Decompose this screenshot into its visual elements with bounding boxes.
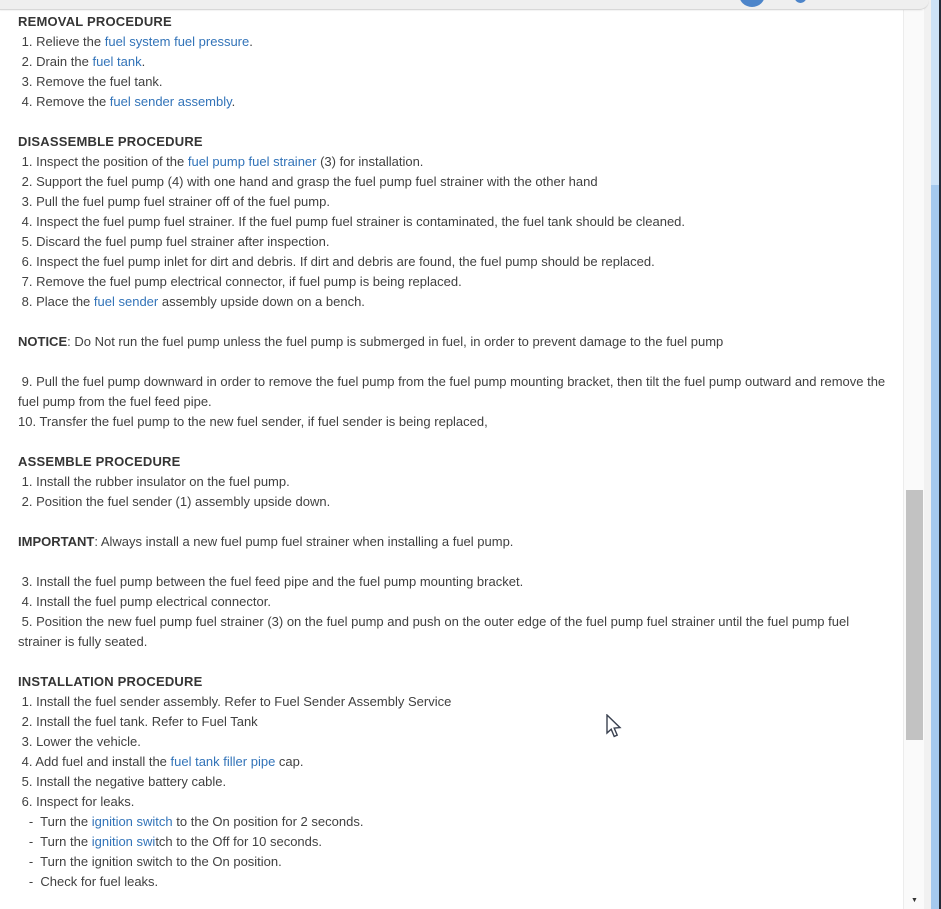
- text-run: 3. Pull the fuel pump fuel strainer off of the fuel pump.: [18, 194, 330, 209]
- text-run: 2. Position the fuel sender (1) assembly upside down.: [18, 494, 331, 509]
- text-run: .: [231, 94, 236, 109]
- procedure-line: [18, 852, 888, 872]
- text-run: .: [141, 54, 146, 69]
- text-run: 8. Place the: [18, 294, 94, 309]
- section-heading: [18, 132, 888, 152]
- text-run: cap.: [275, 754, 304, 769]
- procedure-line: [18, 832, 888, 852]
- procedure-line: [18, 32, 888, 52]
- procedure-content: [0, 12, 903, 892]
- text-run: tch to the Off for 10 seconds.: [155, 834, 323, 849]
- procedure-link[interactable]: fuel pump fuel strainer: [187, 154, 317, 169]
- procedure-line: [18, 172, 888, 192]
- text-run: INSTALLATION PROCEDURE: [18, 674, 203, 689]
- section-heading: [18, 452, 888, 472]
- text-run: 3. Install the fuel pump between the fuel feed pipe and the fuel pump mounting bracket.: [18, 574, 524, 589]
- text-run: - Turn the: [18, 814, 92, 829]
- spacer: [18, 652, 888, 672]
- text-run: (3) for installation.: [316, 154, 424, 169]
- text-run: 2. Drain the: [18, 54, 93, 69]
- procedure-link[interactable]: fuel sender: [93, 294, 159, 309]
- text-run: 1. Install the rubber insulator on the fuel pump.: [18, 474, 290, 489]
- scrollbar-down-arrow-icon[interactable]: ▼: [911, 896, 918, 904]
- procedure-line: [18, 52, 888, 72]
- procedure-link[interactable]: ignition swi: [91, 834, 156, 849]
- text-run: 5. Install the negative battery cable.: [18, 774, 227, 789]
- procedure-line: [18, 732, 888, 752]
- text-run: 2. Install the fuel tank. Refer to Fuel Tank: [18, 714, 258, 729]
- procedure-line: [18, 232, 888, 252]
- text-run: .: [249, 34, 253, 49]
- text-run: to the On position for 2 seconds.: [172, 814, 364, 829]
- spacer: [18, 352, 888, 372]
- procedure-line: [18, 772, 888, 792]
- procedure-line: [18, 572, 888, 592]
- procedure-line: [18, 712, 888, 732]
- text-run: - Turn the ignition switch to the On position.: [18, 854, 282, 869]
- text-run: 3. Remove the fuel tank.: [18, 74, 163, 89]
- procedure-line: [18, 412, 888, 432]
- text-run: : Always install a new fuel pump fuel strainer when installing a fuel pump.: [94, 534, 514, 549]
- text-run: 6. Inspect for leaks.: [18, 794, 135, 809]
- spacer: [18, 512, 888, 532]
- text-run: 5. Discard the fuel pump fuel strainer after inspection.: [18, 234, 330, 249]
- procedure-line: [18, 252, 888, 272]
- text-run: 4. Inspect the fuel pump fuel strainer. If the fuel pump fuel strainer is contaminated, the fuel tank should be cleaned.: [18, 214, 686, 229]
- procedure-line: [18, 492, 888, 512]
- text-run: 3. Lower the vehicle.: [18, 734, 141, 749]
- procedure-link[interactable]: fuel system fuel pressure: [104, 34, 250, 49]
- text-run: 5. Position the new fuel pump fuel strainer (3) on the fuel pump and push on the outer edge of the fuel pump fuel strainer until the fuel pump fuel strainer is fully seated.: [18, 614, 853, 649]
- text-run: 4. Install the fuel pump electrical connector.: [18, 594, 271, 609]
- procedure-line: [18, 792, 888, 812]
- text-run: ASSEMBLE PROCEDURE: [18, 454, 181, 469]
- procedure-line: [18, 212, 888, 232]
- spacer: [18, 112, 888, 132]
- text-run: DISASSEMBLE PROCEDURE: [18, 134, 203, 149]
- text-run: : Do Not run the fuel pump unless the fuel pump is submerged in fuel, in order to prevent damage to the fuel pump: [67, 334, 724, 349]
- procedure-line: [18, 192, 888, 212]
- content-scrollbar-thumb[interactable]: [906, 490, 923, 740]
- procedure-line: [18, 532, 888, 552]
- procedure-link[interactable]: fuel sender assembly: [109, 94, 232, 109]
- text-run: 1. Install the fuel sender assembly. Refer to Fuel Sender Assembly Service: [18, 694, 452, 709]
- text-run: REMOVAL PROCEDURE: [18, 14, 172, 29]
- text-run: 2. Support the fuel pump (4) with one hand and grasp the fuel pump fuel strainer with the other hand: [18, 174, 598, 189]
- text-run: 1. Inspect the position of the: [18, 154, 188, 169]
- toolbar: [0, 0, 929, 10]
- spacer: [18, 552, 888, 572]
- procedure-line: [18, 872, 888, 892]
- procedure-line: [18, 592, 888, 612]
- spacer: [18, 432, 888, 452]
- procedure-line: [18, 272, 888, 292]
- text-run: 7. Remove the fuel pump electrical connector, if fuel pump is being replaced.: [18, 274, 462, 289]
- text-run: 9. Pull the fuel pump downward in order to remove the fuel pump from the fuel pump mounting bracket, then tilt the fuel pump outward and remove the fuel pump from the fuel feed pipe.: [18, 374, 889, 409]
- procedure-line: [18, 692, 888, 712]
- procedure-line: [18, 612, 888, 652]
- note-label: NOTICE: [18, 334, 68, 349]
- text-run: 1. Relieve the: [18, 34, 105, 49]
- text-run: 4. Remove the: [18, 94, 110, 109]
- text-run: - Turn the: [18, 834, 92, 849]
- procedure-line: [18, 372, 888, 412]
- section-heading: [18, 12, 888, 32]
- procedure-line: [18, 152, 888, 172]
- text-run: - Check for fuel leaks.: [18, 874, 159, 889]
- window-scrollbar-thumb[interactable]: [931, 185, 939, 909]
- content-scrollbar-track[interactable]: [903, 10, 924, 909]
- window-edge-strip: [924, 0, 931, 909]
- procedure-link[interactable]: ignition switch: [91, 814, 173, 829]
- round-blue-toolbar-icon[interactable]: [739, 0, 765, 7]
- note-label: IMPORTANT: [18, 534, 95, 549]
- procedure-line: [18, 812, 888, 832]
- window-scrollbar-track[interactable]: [931, 0, 939, 909]
- procedure-link[interactable]: fuel tank: [92, 54, 142, 69]
- text-run: 4. Add fuel and install the: [18, 754, 171, 769]
- text-run: 6. Inspect the fuel pump inlet for dirt and debris. If dirt and debris are found, the fuel pump should be replaced.: [18, 254, 655, 269]
- procedure-line: [18, 472, 888, 492]
- text-run: assembly upside down on a bench.: [158, 294, 365, 309]
- small-blue-toolbar-icon[interactable]: [794, 0, 807, 3]
- procedure-line: [18, 92, 888, 112]
- procedure-line: [18, 72, 888, 92]
- procedure-link[interactable]: fuel tank filler pipe: [170, 754, 276, 769]
- text-run: 10. Transfer the fuel pump to the new fuel sender, if fuel sender is being replaced,: [18, 414, 488, 429]
- procedure-line: [18, 332, 888, 352]
- section-heading: [18, 672, 888, 692]
- procedure-line: [18, 292, 888, 312]
- spacer: [18, 312, 888, 332]
- procedure-line: [18, 752, 888, 772]
